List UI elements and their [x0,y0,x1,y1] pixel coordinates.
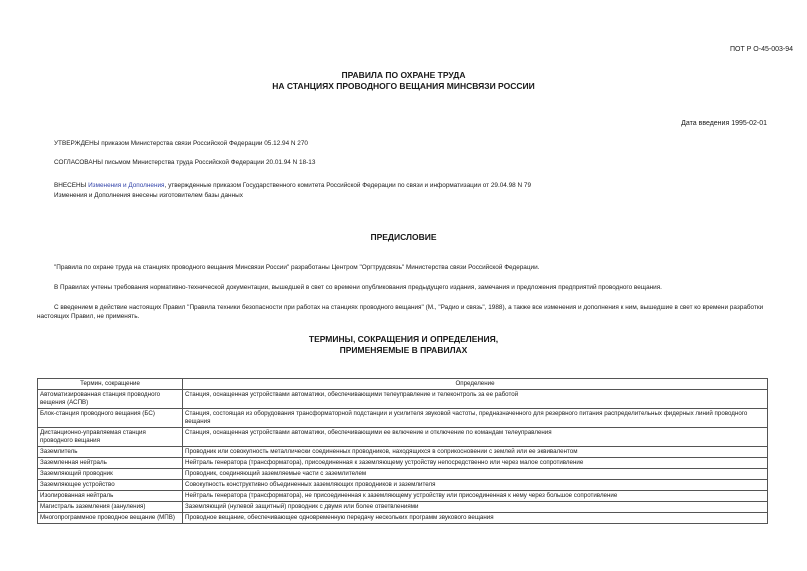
table-row [38,469,768,480]
term-cell: Заземляющее устройство [38,480,183,491]
term-cell: Заземленная нейтраль [38,458,183,469]
column-header-definition: Определение [183,379,768,390]
introduced-statement [54,181,531,190]
term-cell: Заземляющий проводник [38,469,183,480]
definition-cell: Станция, оснащенная устройствами автоматики, обеспечивающими ее включение и отключение по командам телеуправления [183,428,768,447]
definition-cell: Нейтраль генератора (трансформатора), не присоединенная к заземляющему устройству или присоединенная к нему через большое сопротивление [183,491,768,502]
preface-paragraph-1: "Правила по охране труда на станциях проводного вещания Минсвязи России" разработаны Центром "Оргтрудсвязь" Министерства связи Российской Федерации. [54,264,540,271]
term-cell: Многопрограммное проводное вещание (МПВ) [38,513,183,524]
terms-heading-line-1: ТЕРМИНЫ, СОКРАЩЕНИЯ И ОПРЕДЕЛЕНИЯ, [308,334,499,344]
table-row [38,390,768,409]
table-row [38,513,768,524]
term-cell: Дистанционно-управляемая станция проводного вещания [38,428,183,447]
table-row [38,428,768,447]
definition-cell: Нейтраль генератора (трансформатора), присоединенная к заземляющему устройству непосредственно или через малое сопротивление [183,458,768,469]
term-cell: Заземлитель [38,447,183,458]
document-code: ПОТ Р О-45-003-94 [730,46,793,53]
terms-table [37,378,768,524]
table-row [38,480,768,491]
preface-paragraph-3: С введением в действие настоящих Правил "Правила техники безопасности при работах на станциях проводного вещания" (М., "Радио и связь", 1988), а также все изменения и дополнения к ним, вышедшие в свет ко времени разработки настоящих Правил, не применять. [37,304,764,320]
introduced-suffix: , утвержденные приказом Государственного комитета Российской Федерации по связи и информатизации от 29.04.98 N 79 [164,182,531,189]
agreed-statement: СОГЛАСОВАНЫ письмом Министерства труда Российской Федерации 20.01.94 N 18-13 [54,159,316,166]
table-header-row [38,379,768,390]
preface-heading: ПРЕДИСЛОВИЕ [370,232,437,242]
definition-cell: Станция, состоящая из оборудования трансформаторной подстанции и усилителя звуковой частоты, предназначенного для резервного питания распределительных фидерных линий проводного вещания [183,409,768,428]
definition-cell: Проводник, соединяющий заземляемые части с заземлителем [183,469,768,480]
definition-cell: Станция, оснащенная устройствами автоматики, обеспечивающими телеуправление и телеконтроль за ее работой [183,390,768,409]
table-row [38,447,768,458]
changes-note: Изменения и Дополнения внесены изготовителем базы данных [54,192,243,199]
terms-heading-line-2: ПРИМЕНЯЕМЫЕ В ПРАВИЛАХ [339,345,468,355]
approved-statement: УТВЕРЖДЕНЫ приказом Министерства связи Российской Федерации 05.12.94 N 270 [54,140,308,147]
introduced-prefix: ВНЕСЕНЫ [54,182,89,189]
table-row [38,491,768,502]
term-cell: Изолированная нейтраль [38,491,183,502]
preface-paragraph-2: В Правилах учтены требования нормативно-технической документации, вышедшей в свет со времени опубликования предыдущего издания, замечания и предложения предприятий проводного вещания. [54,284,662,291]
title-line-2: НА СТАНЦИЯХ ПРОВОДНОГО ВЕЩАНИЯ МИНСВЯЗИ РОССИИ [272,81,535,91]
title-line-1: ПРАВИЛА ПО ОХРАНЕ ТРУДА [341,70,466,80]
table-row [38,502,768,513]
introduction-date: Дата введения 1995-02-01 [681,120,767,127]
amendments-link[interactable]: Изменения и Дополнения [88,182,165,189]
definition-cell: Совокупность конструктивно объединенных заземляющих проводников и заземлителя [183,480,768,491]
term-cell: Блок-станция проводного вещания (БС) [38,409,183,428]
term-cell: Магистраль заземления (зануления) [38,502,183,513]
table-row [38,409,768,428]
column-header-term: Термин, сокращение [38,379,183,390]
document-title [0,70,807,92]
term-cell: Автоматизированная станция проводного вещения (АСПВ) [38,390,183,409]
definition-cell: Проводник или совокупность металлически соединенных проводников, находящихся в соприкосновении с землей или ее эквивалентом [183,447,768,458]
terms-heading [0,334,807,356]
definition-cell: Заземляющий (нулевой защитный) проводник с двумя или более ответвлениями [183,502,768,513]
definition-cell: Проводное вещание, обеспечивающее одновременную передачу нескольких программ звукового вещания [183,513,768,524]
table-row [38,458,768,469]
